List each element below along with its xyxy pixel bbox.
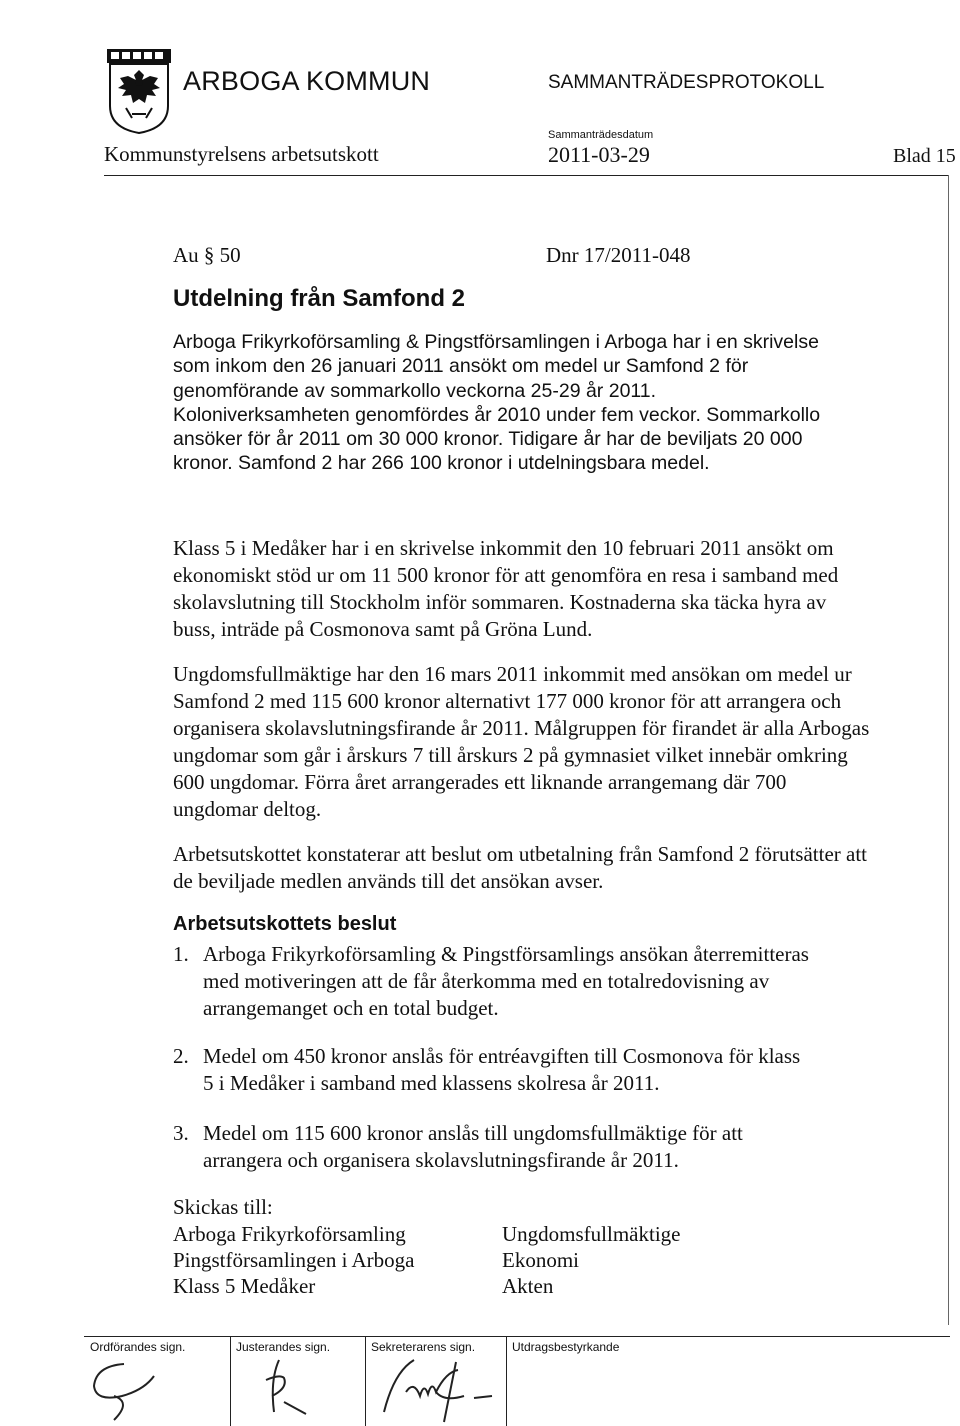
recipient: Arboga Frikyrkoförsamling <box>173 1222 406 1246</box>
decision-item <box>173 1120 813 1174</box>
recipient-list-left <box>173 1221 414 1299</box>
secretary-signature-label: Sekreterarens sign. <box>371 1340 476 1354</box>
footer-divider <box>84 1336 950 1337</box>
recipient: Ekonomi <box>502 1248 579 1272</box>
decision-number: 1. <box>173 942 189 966</box>
section-title: Utdelning från Samfond 2 <box>173 285 466 312</box>
meeting-date: 2011-03-29 <box>548 142 650 167</box>
coat-of-arms-logo <box>106 48 172 134</box>
decision-item <box>173 1043 813 1097</box>
decision-number: 3. <box>173 1121 189 1145</box>
recipient: Akten <box>502 1274 554 1298</box>
decision-number: 2. <box>173 1044 189 1068</box>
meeting-date-label: Sammanträdesdatum <box>548 129 654 141</box>
paragraph-number: Au § 50 <box>173 243 241 267</box>
body-paragraph-1: Arboga Frikyrkoförsamling & Pingstförsamlingen i Arboga har i en skrivelse som inkom den 26 januari 2011 ansökt om medel ur Samfond 2 för genomförande av sommarkollo veckorna 25-29 år 2011. Koloniverksamheten genomfördes år 2010 under fem veckor. Sommarkollo ansöker för år 2011 om 30 000 kronor. Tidigare år har de beviljats 20 000 kronor. Samfond 2 har 266 100 kronor i utdelningsbara medel. <box>173 331 821 475</box>
recipient-list-right <box>502 1221 680 1299</box>
decision-text: Arboga Frikyrkoförsamling & Pingstförsamlings ansökan återremitteras med motiveringen att de får återkomma med en totalredovisning av arrangemanget och en total budget. <box>203 942 809 1020</box>
send-to-heading: Skickas till: <box>173 1195 273 1219</box>
document-type: SAMMANTRÄDESPROTOKOLL <box>548 72 825 93</box>
decision-heading: Arbetsutskottets beslut <box>173 913 397 935</box>
body-paragraph-2: Klass 5 i Medåker har i en skrivelse inkommit den 10 februari 2011 ansökt om ekonomiskt stöd ur om 11 500 kronor för att genomföra en resa i samband med skolavslutning till Stockholm inför sommaren. Kostnaderna ska täcka hyra av buss, inträde på Cosmonova samt på Gröna Lund. <box>173 536 839 641</box>
committee-name: Kommunstyrelsens arbetsutskott <box>104 142 379 166</box>
recipient: Klass 5 Medåker <box>173 1274 316 1298</box>
extract-certification-label: Utdragsbestyrkande <box>512 1340 620 1354</box>
handwritten-signatures <box>84 1352 604 1424</box>
right-margin-line <box>948 175 949 1325</box>
recipient: Ungdomsfullmäktige <box>502 1222 681 1246</box>
adjuster-signature-label: Justerandes sign. <box>236 1340 331 1354</box>
recipient: Pingstförsamlingen i Arboga <box>173 1248 415 1272</box>
chair-signature-label: Ordförandes sign. <box>90 1340 186 1354</box>
header-divider <box>104 175 949 176</box>
decision-item <box>173 941 813 1022</box>
body-paragraph-3: Ungdomsfullmäktige har den 16 mars 2011 inkommit med ansökan om medel ur Samfond 2 med 115 600 kronor alternativt 177 000 kronor för att arrangera och organisera skolavslutningsfirande år 2011. Målgruppen för firandet är alla Arbogas ungdomar som går i årskurs 7 till årskurs 2 på gymnasiet vilket innebär omkring 600 ungdomar. Förra året arrangerades ett liknande arrangemang där 700 ungdomar deltog. <box>173 662 870 821</box>
page-number: Blad 15 <box>893 145 956 167</box>
decision-text: Medel om 450 kronor anslås för entréavgiften till Cosmonova för klass 5 i Medåker i samband med klassens skolresa år 2011. <box>203 1044 801 1095</box>
organization-name: ARBOGA KOMMUN <box>183 66 431 96</box>
decision-text: Medel om 115 600 kronor anslås till ungdomsfullmäktige för att arrangera och organisera skolavslutningsfirande år 2011. <box>203 1121 743 1172</box>
diary-number: Dnr 17/2011-048 <box>546 243 691 267</box>
body-paragraph-4: Arbetsutskottet konstaterar att beslut om utbetalning från Samfond 2 förutsätter att de beviljade medlen används till det ansökan avser. <box>173 842 867 893</box>
